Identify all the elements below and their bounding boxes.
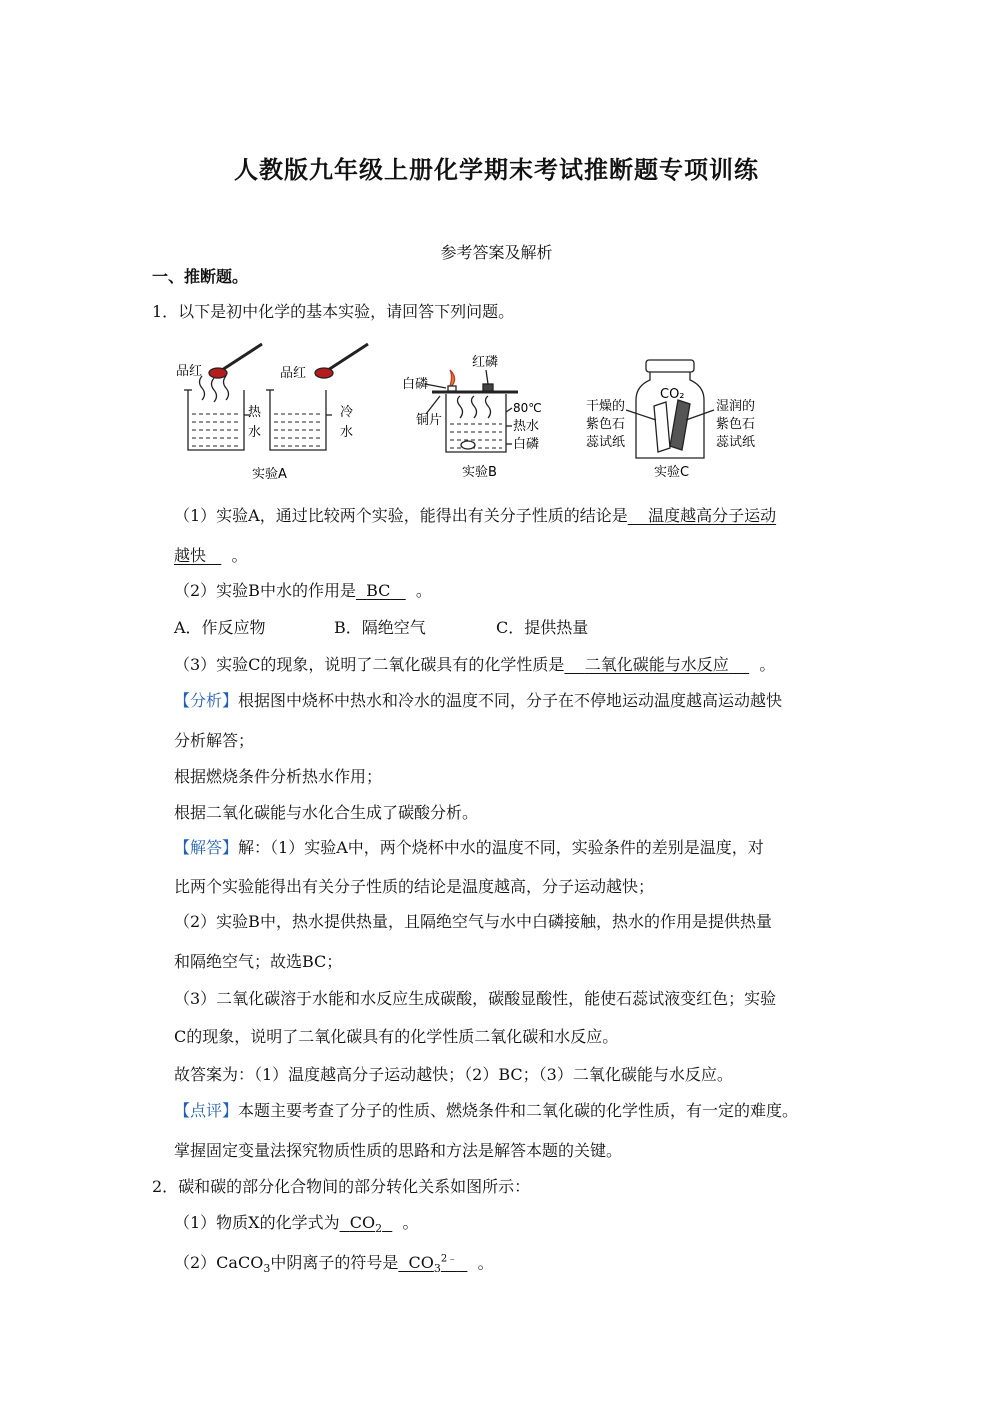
q1-analysis-line1 — [174, 690, 782, 712]
solution-text-5: （3）二氧化碳溶于水能和水反应生成碳酸，碳酸显酸性，能使石蕊试液变红色；实验 — [174, 989, 777, 1008]
solution-text-6: C的现象，说明了二氧化碳具有的化学性质二氧化碳和水反应。 — [174, 1027, 619, 1046]
q2-part2-prefix: （2）CaCO$_3$中阴离子的符号是 — [174, 1253, 399, 1276]
q1-part2 — [174, 580, 432, 602]
q1-part1-line2 — [174, 545, 247, 567]
q1-part2-end: 。 — [415, 581, 432, 600]
q1-stem: 1．以下是初中化学的基本实验，请回答下列问题。 — [152, 302, 515, 321]
b-label-red-p: 红磷 — [472, 355, 499, 370]
solution-tag: 【解答】 — [174, 838, 239, 857]
solution-text-3: （2）实验B中，热水提供热量，且隔绝空气与水中白磷接触，热水的作用是提供热量 — [174, 912, 772, 931]
comment-text-2: 掌握固定变量法探究物质性质的思路和方法是解答本题的关键。 — [174, 1141, 623, 1160]
a-label-pinhong-1: 品红 — [176, 364, 203, 379]
c-label-dry-2: 紫色石 — [586, 417, 626, 432]
c-label-dry-1: 干燥的 — [586, 399, 626, 414]
q1-part1-answer-a: 温度越高分子运动 — [648, 506, 777, 525]
c-label-wet-3: 蕊试纸 — [716, 435, 756, 450]
solution-text-7: 故答案为：（1）温度越高分子运动越快；（2）BC；（3）二氧化碳能与水反应。 — [174, 1065, 733, 1084]
q2-part2 — [174, 1249, 494, 1281]
comment-tag: 【点评】 — [174, 1101, 239, 1120]
solution-text-1: 解：（1）实验A中，两个烧杯中水的温度不同，实验条件的差别是温度，对 — [238, 838, 764, 857]
q2-part1-end: 。 — [402, 1213, 419, 1232]
q1-part3 — [174, 654, 775, 676]
experiment-figure — [170, 340, 770, 490]
b-caption: 实验B — [462, 465, 497, 480]
a-label-pinhong-2: 品红 — [280, 366, 307, 381]
analysis-text-1: 根据图中烧杯中热水和冷水的温度不同，分子在不停地运动温度越高运动越快 — [238, 691, 783, 710]
experiment-c-diagram — [626, 360, 714, 458]
comment-text-1: 本题主要考查了分子的性质、燃烧条件和二氧化碳的化学性质，有一定的难度。 — [238, 1101, 799, 1120]
q2-part1-prefix: （1）物质X的化学式为 — [174, 1213, 340, 1232]
q1-part1-line1 — [174, 505, 776, 527]
analysis-text-4: 根据二氧化碳能与水化合生成了碳酸分析。 — [174, 803, 479, 822]
q1-part1-end: 。 — [231, 546, 248, 565]
q2-part1 — [174, 1212, 418, 1240]
solution-text-4: 和隔绝空气；故选BC； — [174, 952, 343, 971]
q1-part3-prefix: （3）实验C的现象，说明了二氧化碳具有的化学性质是 — [174, 655, 565, 674]
a-label-cold-2: 水 — [340, 425, 354, 440]
a-caption: 实验A — [252, 467, 287, 482]
a-label-hot-2: 水 — [248, 425, 262, 440]
q1-part3-answer: 二氧化碳能与水反应 — [584, 655, 729, 674]
a-label-hot-1: 热 — [248, 405, 262, 420]
q2-stem: 2．碳和碳的部分化合物间的部分转化关系如图所示： — [152, 1177, 531, 1196]
q1-option-a: A．作反应物 — [174, 618, 266, 637]
page-title: 人教版九年级上册化学期末考试推断题专项训练 — [234, 156, 759, 184]
experiment-b-diagram — [425, 370, 518, 452]
section-heading: 一、推断题。 — [152, 267, 249, 286]
q1-part3-end: 。 — [759, 655, 776, 674]
q1-part2-answer: BC — [366, 581, 391, 600]
b-label-temp: 80℃ — [513, 401, 542, 415]
c-caption: 实验C — [654, 465, 690, 480]
analysis-text-2: 分析解答； — [174, 731, 255, 750]
q1-part2-prefix: （2）实验B中水的作用是 — [174, 581, 356, 600]
q1-solution-line1 — [174, 837, 764, 859]
c-label-wet-2: 紫色石 — [716, 417, 756, 432]
q1-option-c: C．提供热量 — [496, 618, 589, 637]
analysis-text-3: 根据燃烧条件分析热水作用； — [174, 767, 383, 786]
c-label-wet-1: 湿润的 — [716, 399, 756, 414]
analysis-tag: 【分析】 — [174, 691, 239, 710]
q2-part2-end: 。 — [477, 1253, 494, 1273]
c-label-dry-3: 蕊试纸 — [586, 435, 626, 450]
q1-comment-line1 — [174, 1100, 798, 1122]
q2-part2-answer: $CO_3^{2﹣}$ — [408, 1253, 458, 1276]
q1-part1-prefix: （1）实验A，通过比较两个实验，能得出有关分子性质的结论是 — [174, 506, 628, 525]
a-label-cold-1: 冷 — [340, 405, 354, 420]
solution-text-2: 比两个实验能得出有关分子性质的结论是温度越高，分子运动越快； — [174, 877, 655, 896]
q2-part1-answer: $CO_2$ — [349, 1213, 383, 1236]
b-label-white-p-top: 白磷 — [402, 377, 429, 392]
b-label-copper: 铜片 — [416, 413, 443, 428]
page-subtitle: 参考答案及解析 — [440, 243, 553, 262]
b-label-hot-water: 热水 — [513, 419, 540, 434]
b-label-white-p-bottom: 白磷 — [513, 437, 540, 452]
q1-part1-answer-b: 越快 — [174, 546, 207, 565]
q1-option-b: B．隔绝空气 — [334, 618, 426, 637]
c-label-co2: CO₂ — [660, 387, 685, 402]
